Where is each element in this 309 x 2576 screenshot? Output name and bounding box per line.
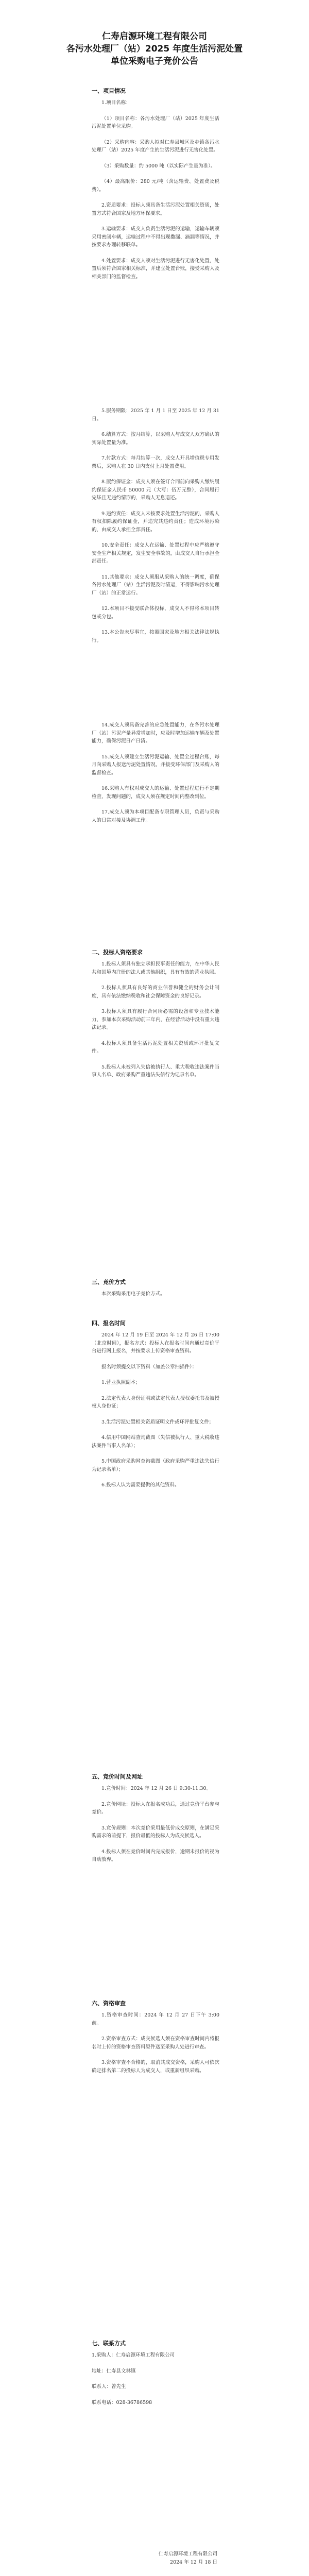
paragraph: 1.资格审查时间：2024 年 12 月 27 日下午 3:00 前。: [92, 2012, 219, 2026]
paragraph: （1）项目名称：各污水处理厂（站）2025 年度生活污泥处置单位采购。: [92, 115, 219, 129]
paragraph: 报名时须提交以下资料（加盖公章扫描件）：: [101, 1364, 197, 1370]
project-info-block: [92, 99, 219, 289]
footer-signature: [94, 2550, 217, 2567]
section-heading-contact: 七、联系方式: [92, 2340, 126, 2347]
qualification-review-block: [92, 2011, 219, 2082]
paragraph: 1.竞价时间：2024 年 12 月 26 日 9:30-11:30。: [101, 1786, 211, 1791]
paragraph: 4.投标人须具备生活污泥处置相关资质或环评批复文件。: [92, 1040, 219, 1054]
paragraph: 13.本公告未尽事宜，按照国家及地方相关法律法规执行。: [92, 630, 219, 643]
paragraph: 3.竞价规则：本次竞价采用最低价成交原则，在满足采购需求的前提下，报价最低的投标人为成交候选人。: [92, 1825, 219, 1839]
paragraph: 9.违约责任：成交人未按要求处置生活污泥的，采购人有权扣除履约保证金，并追究其违约责任；造成环境污染的，由成交人承担全部责任。: [92, 511, 219, 533]
paragraph: 11.其他要求：成交人须服从采购人的统一调度，确保各污水处理厂（站）生活污泥及时清运，不得影响污水处理厂（站）的正常运行。: [92, 574, 219, 596]
section-heading-project: 一、项目情况: [92, 88, 126, 94]
paragraph: 联系人：曾先生: [92, 2384, 126, 2389]
paragraph: （2）采购内容：采购人拟对仁寿县城区及乡镇各污水处理厂（站）2025 年度产生的生活污泥进行无害化处置。: [92, 139, 219, 153]
paragraph: 5.中国政府采购网查询截图（政府采购严重违法失信行为记录名单）；: [92, 1459, 219, 1472]
paragraph: 联系电话：028-36786598: [92, 2399, 152, 2405]
paragraph: 1.项目名称：: [101, 100, 131, 106]
paragraph: 8.履约保证金：成交人须在签订合同前向采购人缴纳履约保证金人民币 50000 元（大写：伍万元整），合同履行完毕且无违约情形的，采购人无息退还。: [92, 479, 219, 501]
paragraph: 5.投标人未被列入失信被执行人、重大税收违法案件当事人名单、政府采购严重违法失信行为记录名单。: [92, 1064, 219, 1078]
paragraph: 4.投标人须在竞价时间内完成报价，逾期未报价的视为自动放弃。: [92, 1849, 219, 1862]
paragraph: 2.竞价网址：投标人在报名成功后，通过竞价平台参与竞价。: [92, 1801, 219, 1815]
paragraph: 6.结算方式：按月结算，以采购人与成交人双方确认的实际处置量为准。: [92, 432, 219, 446]
company-title: 仁寿启源环境工程有限公司: [102, 31, 207, 42]
registration-block: [92, 1331, 219, 1497]
paragraph: 2.投标人须具有良好的商业信誉和健全的财务会计制度，具有依法缴纳税收和社会保障资金的良好记录。: [92, 985, 219, 999]
paragraph: 16.采购人有权对成交人的运输、处置过程进行不定期检查，发现问题的，成交人须在规定时间内整改到位。: [92, 786, 219, 800]
project-info-block-continued: [92, 407, 219, 652]
paragraph: 15.成交人须建立生活污泥运输、处置全过程台账，每月向采购人报送污泥处置情况，并接受环保部门及采购人的监督检查。: [92, 754, 219, 776]
contact-block: [92, 2351, 219, 2414]
paragraph: 4.信用中国网站查询截图（失信被执行人、重大税收违法案件当事人名单）；: [92, 1435, 219, 1449]
paragraph: 12.本项目不接受联合体投标，成交人不得将本项目转包或分包。: [92, 606, 219, 620]
section-heading-bidding-time: 五、竞价时间及网址: [92, 1773, 143, 1780]
section-heading-qualification: 二、投标人资格要求: [92, 949, 143, 956]
bidding-time-block: [92, 1785, 219, 1872]
footer-company: 仁寿启源环境工程有限公司: [158, 2551, 217, 2557]
paragraph: 6.投标人认为需要提供的其他资料。: [101, 1482, 180, 1488]
paragraph: 1.投标人须具有独立承担民事责任的能力，在中华人民共和国境内注册的法人或其他组织，具有有效的营业执照。: [92, 961, 219, 975]
paragraph: 17.成交人须为本项目配备专职管理人员，负责与采购人的日常对接及协调工作。: [92, 809, 219, 823]
footer-date: 2024 年 12 月 18 日: [170, 2560, 217, 2565]
paragraph: 2.法定代表人身份证明或法定代表人授权委托书及被授权人身份证；: [92, 1395, 219, 1409]
section-heading-qualification-review: 六、资格审查: [92, 2000, 126, 2007]
paragraph: 3.投标人须具有履行合同所必需的设备和专业技术能力，参加本次采购活动前三年内，在经营活动中没有重大违法记录。: [92, 1009, 219, 1030]
paragraph: 1.营业执照副本；: [101, 1380, 141, 1385]
section-heading-bidding-method: 三、竞价方式: [92, 1279, 126, 1285]
paragraph: 10.安全责任：成交人在运输、处置过程中应严格遵守安全生产相关规定，发生安全事故的，由成交人自行承担全部责任。: [92, 543, 219, 564]
section-heading-registration-time: 四、报名时间: [92, 1320, 126, 1327]
project-info-block-more: [92, 721, 219, 832]
paragraph: 5.服务期限：2025 年 1 月 1 日至 2025 年 12 月 31 日。: [92, 408, 219, 422]
paragraph: 3.生活污泥处置相关资质证明文件或环评批复文件；: [101, 1419, 214, 1425]
bidding-method-block: [92, 1290, 219, 1306]
paragraph: 14.成交人须具备完善的应急处置能力，在各污水处理厂（站）污泥产量异常增加时，应及时增加运输车辆及处置能力，确保污泥日产日清。: [92, 722, 219, 744]
paragraph: 3.运输要求：成交人负责生活污泥的运输，运输车辆须采用密闭车辆，运输过程中不得出现撒漏、滴漏等情况，并按要求办理转移联单。: [92, 226, 219, 248]
paragraph: 1.采购人：仁寿启源环境工程有限公司: [92, 2352, 175, 2358]
paragraph: 地址：仁寿县文林镇: [92, 2368, 136, 2374]
paragraph: 2.资质要求：投标人须具备生活污泥处置相关资质，处置方式符合国家及地方环保要求。: [92, 202, 219, 216]
paragraph: 2.资格审查方式：成交候选人须在资格审查时间内将报名时上传的资格审查资料原件送至采购人处进行审查。: [92, 2036, 219, 2050]
paragraph: 2024 年 12 月 19 日至 2024 年 12 月 26 日 17:00（北京时间），报名方式：投标人在报名时间内通过竞价平台进行网上报名，并按要求上传资格审查资料。: [92, 1332, 219, 1354]
paragraph: 本次采购采用电子竞价方式。: [101, 1291, 165, 1297]
paragraph: 7.付款方式：每月结算一次，成交人开具增值税专用发票后，采购人在 30 日内支付上月处置费用。: [92, 455, 219, 469]
announcement-title-line1: 各污水处理厂（站）2025 年度生活污泥处置: [66, 44, 243, 54]
announcement-title-line2: 单位采购电子竞价公告: [111, 56, 198, 66]
paragraph: 3.资格审查不合格的，取消其成交资格，采购人可依次确定排名第二的投标人为成交人，或重新组织采购。: [92, 2060, 219, 2074]
paragraph: （4）最高限价：280 元/吨（含运输费、处置费及税费）。: [92, 179, 219, 193]
qualification-block: [92, 960, 219, 1087]
paragraph: 4.处置要求：成交人须对生活污泥进行无害化处置，处置后须符合国家相关标准，并建立处置台账，接受采购人及相关部门的监督检查。: [92, 258, 219, 280]
paragraph: （3）采购数量：约 5000 吨（以实际产生量为准）。: [101, 163, 216, 169]
